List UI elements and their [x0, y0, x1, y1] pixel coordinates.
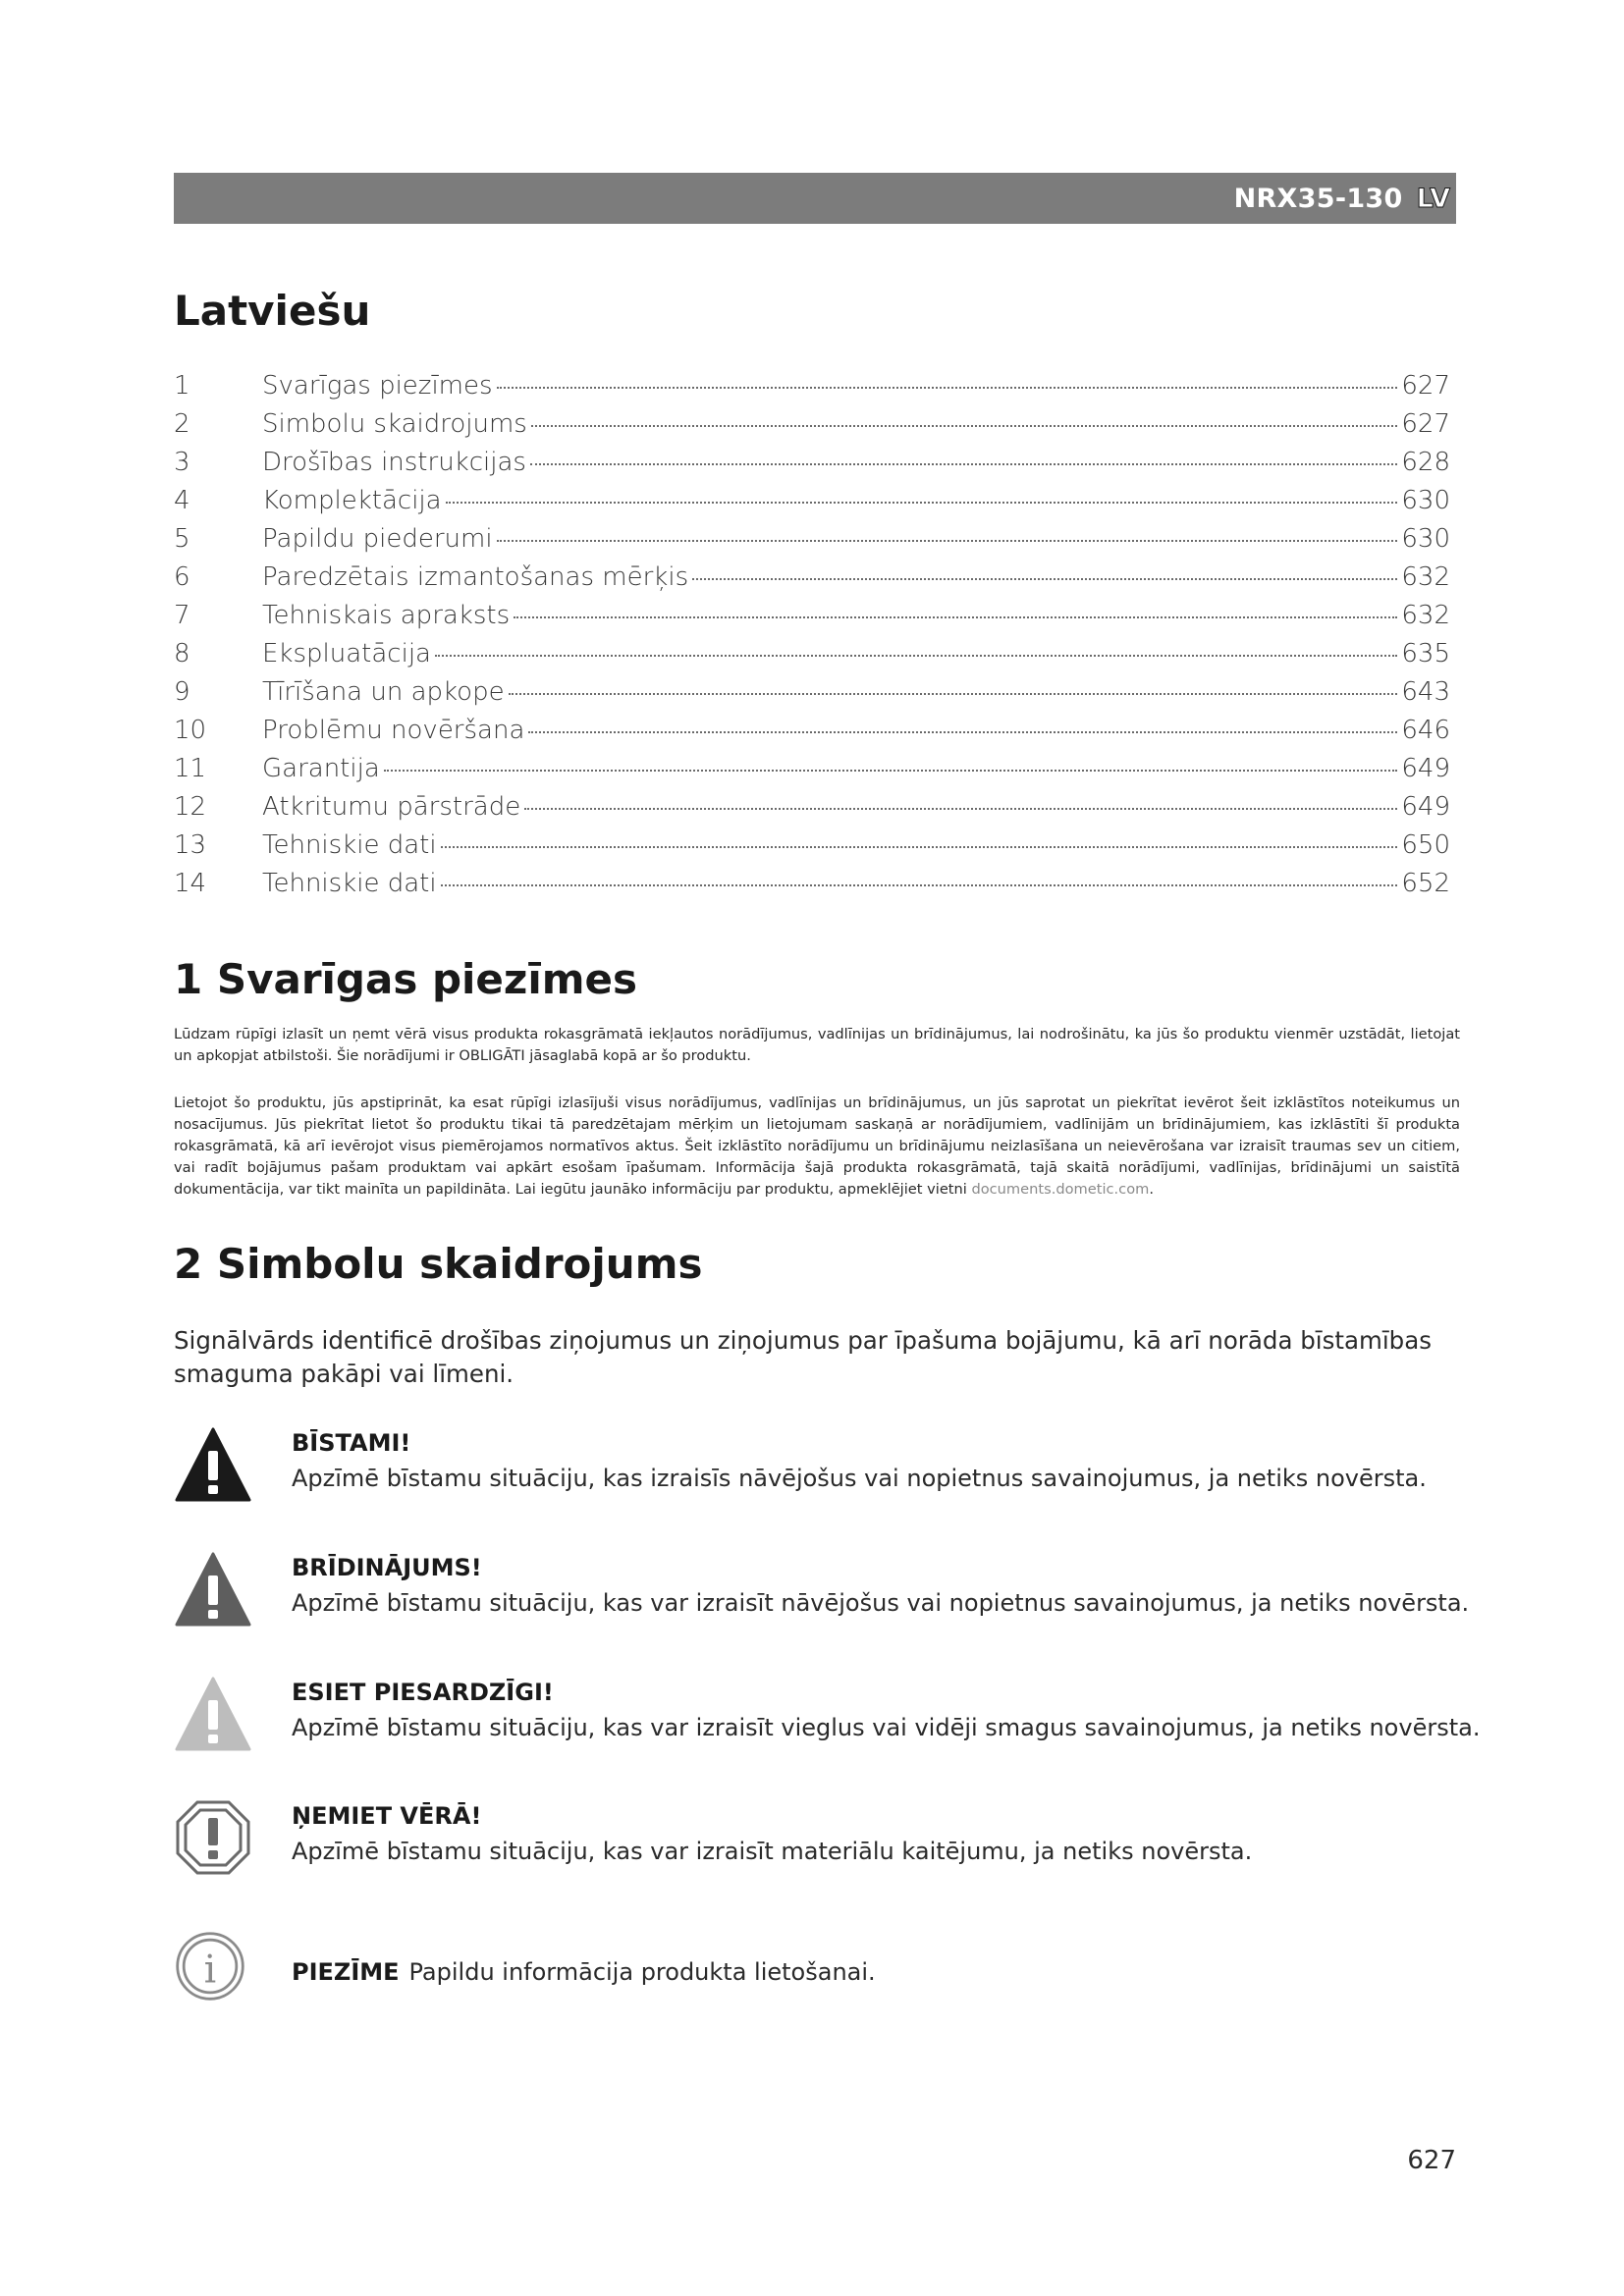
signal-desc-caution: Apzīmē bīstamu situāciju, kas var izraisīt vieglus vai vidēji smagus savainojumus, ja netiks novērsta. [292, 1714, 1481, 1741]
toc-number: 13 [174, 830, 207, 860]
toc-page-number: 649 [1401, 792, 1450, 822]
toc-title: Tehniskie dati [262, 869, 437, 898]
toc-leader-dots [446, 502, 1398, 504]
toc-number: 5 [174, 524, 190, 554]
section-2-intro: Signālvārds identificē drošības ziņojumus un ziņojumus par īpašuma bojājumu, kā arī norāda bīstamības smaguma pakāpi vai līmeni. [174, 1326, 1432, 1388]
note-label: PIEZĪME [292, 1958, 400, 1986]
paragraph-end: . [1149, 1181, 1154, 1198]
toc-title: Problēmu novēršana [262, 716, 525, 745]
toc-page-number: 635 [1401, 639, 1450, 668]
table-of-contents [174, 371, 1450, 907]
section-2-heading: 2 Simbolu skaidrojums [174, 1240, 703, 1288]
header-bar [174, 173, 1456, 224]
toc-leader-dots [524, 808, 1397, 810]
toc-title: Papildu piederumi [262, 524, 493, 554]
signal-label-danger: BĪSTAMI! [292, 1429, 411, 1457]
toc-row[interactable] [174, 524, 1450, 562]
toc-title: Atkritumu pārstrāde [262, 792, 521, 822]
toc-number: 8 [174, 639, 190, 668]
documents-link[interactable]: documents.dometic.com [971, 1181, 1150, 1198]
notice-octagon-icon [174, 1798, 252, 1877]
toc-title: Tīrīšana un apkope [262, 677, 505, 707]
signal-desc-danger: Apzīmē bīstamu situāciju, kas izraisīs nāvējošus vai nopietnus savainojumus, ja netiks novērsta. [292, 1465, 1427, 1492]
header-model: NRX35-130 [1233, 183, 1403, 214]
toc-page-number: 646 [1401, 716, 1450, 745]
toc-row[interactable] [174, 716, 1450, 754]
toc-row[interactable] [174, 639, 1450, 677]
toc-page-number: 627 [1401, 371, 1450, 400]
toc-leader-dots [692, 578, 1397, 580]
toc-row[interactable] [174, 409, 1450, 448]
toc-number: 1 [174, 371, 190, 400]
toc-number: 4 [174, 486, 190, 515]
warning-triangle-icon [174, 1550, 252, 1629]
toc-title: Tehniskais apraksts [262, 601, 511, 630]
toc-number: 12 [174, 792, 207, 822]
signal-label-caution: ESIET PIESARDZĪGI! [292, 1679, 554, 1706]
toc-page-number: 628 [1401, 448, 1450, 477]
toc-row[interactable] [174, 677, 1450, 716]
signal-warning [174, 1550, 1470, 1638]
toc-page-number: 630 [1401, 486, 1450, 515]
signal-desc-warning: Apzīmē bīstamu situāciju, kas var izraisīt nāvējošus vai nopietnus savainojumus, ja netiks novērsta. [292, 1589, 1470, 1617]
toc-leader-dots [441, 884, 1398, 886]
toc-number: 10 [174, 716, 207, 745]
toc-leader-dots [514, 616, 1397, 618]
toc-row[interactable] [174, 601, 1450, 639]
toc-page-number: 630 [1401, 524, 1450, 554]
toc-leader-dots [509, 693, 1398, 695]
toc-title: Garantija [262, 754, 380, 783]
toc-row[interactable] [174, 486, 1450, 524]
language-title: Latviešu [174, 287, 371, 335]
toc-row[interactable] [174, 562, 1450, 601]
toc-page-number: 643 [1401, 677, 1450, 707]
signal-label-warning: BRĪDINĀJUMS! [292, 1554, 482, 1581]
toc-row[interactable] [174, 754, 1450, 792]
toc-number: 7 [174, 601, 190, 630]
toc-page-number: 650 [1401, 830, 1450, 860]
toc-leader-dots [530, 463, 1397, 465]
section-1-paragraph-1: Lūdzam rūpīgi izlasīt un ņemt vērā visus produkta rokasgrāmatā iekļautos norādījumus, vadlīnijas un brīdinājumus, lai nodrošinātu, ka jūs šo produktu vienmēr uzstādāt, lietojat un apkopjat atbilstoši. Šie norādījumi ir OBLIGĀTI jāsaglabā kopā ar šo produktu. [174, 1026, 1460, 1064]
toc-leader-dots [384, 770, 1398, 772]
toc-number: 2 [174, 409, 190, 439]
toc-row[interactable] [174, 830, 1450, 869]
header-lang-code: LV [1416, 183, 1450, 214]
toc-leader-dots [441, 846, 1398, 848]
note-desc: Papildu informācija produkta lietošanai. [408, 1958, 876, 1986]
section-1-heading: 1 Svarīgas piezīmes [174, 955, 637, 1003]
section-1-paragraph-2-text: Lietojot šo produktu, jūs apstiprināt, ka esat rūpīgi izlasījuši visus norādījumus, vadlīnijas un brīdinājumus, un jūs saprotat un piekrītat ievērot šeit izklāstītos noteikumus un nosacījumus. Jūs piekrītat lietot šo produktu tikai tā paredzētajam mērķim un lietojumam saskaņā ar norādījumiem, vadlīnijām un brīdinājumiem, kas izklāstīti šī produkta rokasgrāmatā, kā arī ievērojot visus piemērojamos normatīvos aktus. Šeit izklāstīto norādījumu un brīdinājumu neizlasīšana un neievērošana var izraisīt traumas sev un citiem, vai radīt bojājumus pašam produktam vai apkārt esošam īpašumam. Informācija šajā produkta rokasgrāmatā, tajā skaitā norādījumi, vadlīnijas, brīdinājumi un saistītā dokumentācija, var tikt mainīta un papildināta. Lai iegūtu jaunāko informāciju par produktu, apmeklējiet vietni [174, 1095, 1460, 1198]
toc-number: 6 [174, 562, 190, 592]
toc-page-number: 649 [1401, 754, 1450, 783]
toc-page-number: 627 [1401, 409, 1450, 439]
toc-page-number: 632 [1401, 562, 1450, 592]
toc-title: Simbolu skaidrojums [262, 409, 527, 439]
section-1-paragraph-2 [174, 1093, 1460, 1201]
signal-danger [174, 1425, 1460, 1514]
svg-text:i: i [203, 1948, 217, 1993]
toc-page-number: 632 [1401, 601, 1450, 630]
toc-number: 9 [174, 677, 190, 707]
toc-title: Ekspluatācija [262, 639, 431, 668]
toc-row[interactable] [174, 448, 1450, 486]
toc-leader-dots [531, 425, 1398, 427]
toc-title: Svarīgas piezīmes [262, 371, 493, 400]
signal-caution [174, 1675, 1481, 1763]
note-row [292, 1958, 876, 1986]
toc-number: 3 [174, 448, 190, 477]
toc-leader-dots [435, 655, 1397, 657]
toc-row[interactable] [174, 792, 1450, 830]
danger-warning-triangle-icon [174, 1425, 252, 1504]
toc-title: Komplektācija [262, 486, 442, 515]
signal-label-notice: ŅEMIET VĒRĀ! [292, 1802, 482, 1830]
toc-number: 11 [174, 754, 207, 783]
signal-desc-notice: Apzīmē bīstamu situāciju, kas var izraisīt materiālu kaitējumu, ja netiks novērsta. [292, 1838, 1253, 1865]
toc-row[interactable] [174, 371, 1450, 409]
toc-leader-dots [497, 387, 1398, 389]
toc-title: Drošības instrukcijas [262, 448, 526, 477]
toc-title: Tehniskie dati [262, 830, 437, 860]
toc-leader-dots [528, 731, 1397, 733]
info-icon [174, 1930, 246, 2002]
toc-page-number: 652 [1401, 869, 1450, 898]
page-number: 627 [1407, 2146, 1456, 2175]
toc-leader-dots [497, 540, 1398, 542]
toc-row[interactable] [174, 869, 1450, 907]
toc-number: 14 [174, 869, 207, 898]
caution-triangle-icon [174, 1675, 252, 1753]
signal-notice [174, 1798, 1460, 1887]
toc-title: Paredzētais izmantošanas mērķis [262, 562, 689, 592]
